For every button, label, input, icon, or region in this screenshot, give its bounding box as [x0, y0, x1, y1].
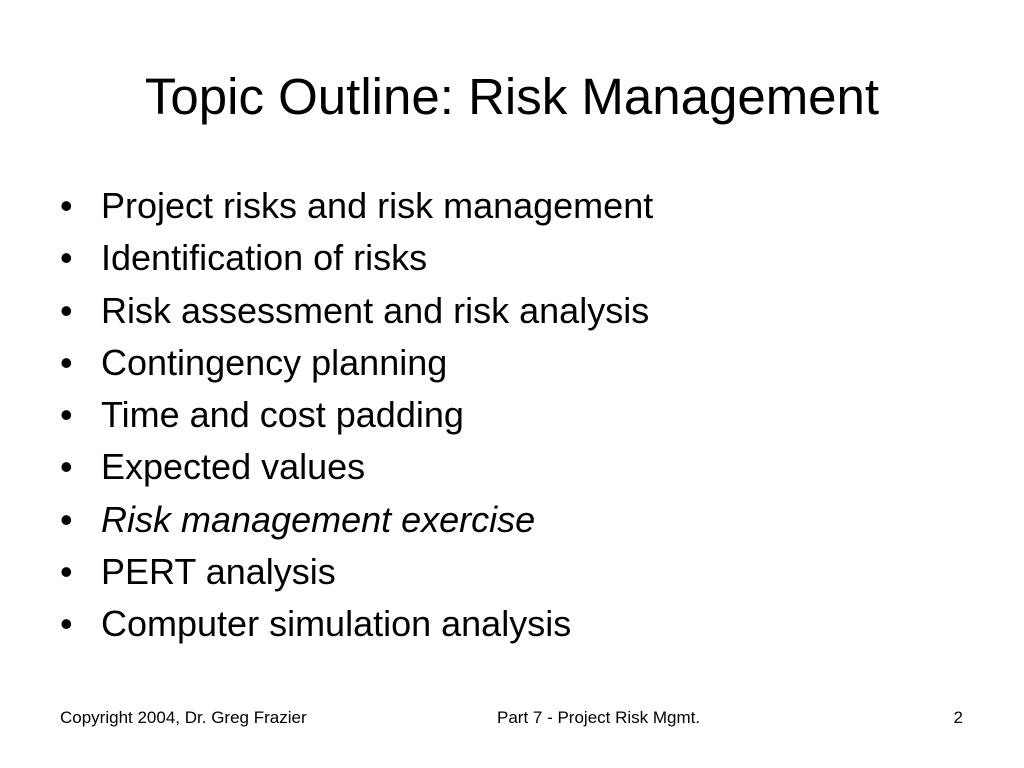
bullet-icon: • — [60, 185, 73, 226]
list-item-label: Computer simulation analysis — [101, 603, 572, 645]
bullet-icon: • — [60, 289, 73, 331]
bullet-icon: • — [60, 341, 73, 383]
slide-footer — [0, 704, 1024, 732]
list-item-label: PERT analysis — [101, 551, 336, 593]
bullet-icon: • — [60, 394, 73, 436]
list-item — [60, 337, 960, 389]
bullet-icon: • — [60, 237, 73, 279]
bullet-icon: • — [60, 446, 73, 488]
topic-outline-list — [60, 180, 960, 651]
list-item-label: Risk management exercise — [101, 498, 536, 540]
list-item-label: Project risks and risk management — [101, 185, 654, 226]
list-item-label: Expected values — [101, 446, 366, 488]
list-item-label: Time and cost padding — [101, 394, 464, 436]
list-item — [60, 441, 960, 493]
list-item — [60, 598, 960, 650]
bullet-icon: • — [60, 603, 73, 645]
section-label: Part 7 - Project Risk Mgmt. — [497, 708, 701, 727]
page-number: 2 — [953, 708, 963, 727]
list-item — [60, 285, 960, 337]
list-item-label: Identification of risks — [101, 237, 428, 279]
list-item-label: Contingency planning — [101, 341, 448, 383]
list-item — [60, 546, 960, 598]
list-item-label: Risk assessment and risk analysis — [101, 289, 650, 331]
list-item — [60, 389, 960, 441]
list-item — [60, 232, 960, 284]
copyright-text: Copyright 2004, Dr. Greg Frazier — [60, 708, 307, 727]
slide-title: Topic Outline: Risk Management — [144, 68, 880, 125]
bullet-icon: • — [60, 498, 73, 540]
bullet-icon: • — [60, 551, 73, 593]
list-item — [60, 180, 960, 232]
list-item-exercise — [60, 494, 960, 546]
